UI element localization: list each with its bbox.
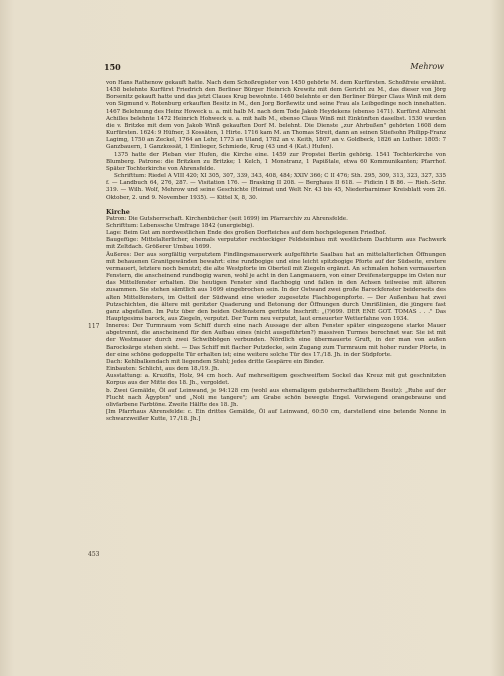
furnishings-paragraph: Ausstattung: a. Kruzifix, Holz, 94 cm hoch. Auf mehrseitigem geschweiftem Sockel das Kreuz mit gut geschnitzten Korpus aus der Mitte des 18. Jh., vergoldet. <box>106 373 446 387</box>
page-header <box>104 62 444 72</box>
fittings-paragraph: Einbauten: Schlicht, aus dem 18./19. Jh. <box>106 366 220 373</box>
intro-paragraph: von Hans Rathenow gekauft hatte. Nach dem Schoßregister von 1450 gehörte M. dem Kurfürsten. Schoßfreie erwähnt. 1458 belehnte Kurfürst Friedrich den Berliner Bürger Heinrich Krewitz mit dem Gericht zu M., das dieser von Jörg Borsenitz gekauft hatte und das jetzt Claues Krug bewohnte. 1460 belehnte er den Berliner Bürger Claus Winß mit dem von Sigmund v. Rotenburg erkauften Besitz in M., den Jorg Borßewitz und seine Frau als Leibgedinge noch innehatten. 1467 Belehnung des Heinz Howeck u. a. mit halb M. nach dem Tode Jakob Heydekens (ebenso 1471). Kurfürst Albrecht Achilles belehnte 1472 Heinrich Hohweck u. a. mit halb M., ebenso Claus Winß mit Einkünften daselbst. 1530 wurden die v. Britzke mit dem von Jakob Winß gekauften Dorf M. belehnt. Die Dienste „zur Ahrbußen" gehörten 1608 dem Kurfürsten. 1624: 9 Hüfner, 3 Kossäten, 1 Hirte. 1716 kam M. an Thomas Streit, dann an seinen Stiefsohn Philipp-Franz Lagimg, 1750 an Zeckel, 1764 an Lehr, 1773 an Uland, 1782 an v. Keith, 1807 an v. Goldbeck, 1826 an Luther. 1805: 7 Ganzbauern, 1 Ganzkossät, 1 Einlieger, Schmiede, Krug (43 und 4 (Kat.) Hufen). <box>106 80 446 151</box>
roof-paragraph: Dach: Kehlbalkendach mit liegendem Stuhl; jedes dritte Gespärre ein Binder. <box>106 358 325 365</box>
paintings-paragraph: b. Zwei Gemälde, Öl auf Leinwand, je 94:128 cm (wohl aus ehemaligem gutsherrschaftlichem Besitz): „Ruhe auf der Flucht nach Ägypten" und „Noli me tangere"; am Grabe schön bewegte Engel. Vorwiegend orangebraune und olivfarbene Farbtöne. Zweite Hälfte des 18. Jh. <box>106 387 446 408</box>
spacer <box>106 202 446 209</box>
exterior-paragraph: Äußeres: Der aus sorgfältig verputztem Findlingsmauerwerk aufgeführte Saalbau hat an mittelalterlichen Öffnungen mit behauenen Granitgewänden bewahrt: eine rundbogige und eine leicht spitzbogige Pforte auf der Südseite, erstere vermauert, letztere noch benutzt; die alte Westpforte im Oberteil mit Ziegeln ergänzt. An schmalen hohen vermauerten Fenstern, die anscheinend rundbogig waren, wohl je acht in den Langmauern, von einer Dreifensterguppe im Osten nur das Mittelfenster erhalten. Die heutigen Fenster sind flachbogig und fallen in den Achsen teilweise mit älteren zusammen. Sie stehen sämtlich aus 1699 eingebrochen sein. In der Ostwand zwei große Barockfenster beiderseits des alten Mittelfensters, im Ostteil der Südwand eine wieder zugesetzte Flachbogenpforte. — Der Außenbau hat zwei Putzschichten, die ältere mit geritzter Quaderung und Betonung der Öffnungen durch Umrißlinien, die jüngere fast ganz abgefallen. Im Putz über den beiden Ostfenstern geritzte Inschrift: „(?)699. DER ENE GOT. TOMAS . . ." Das Hauptgesims barock, aus Ziegeln, verputzt. Der Turm neu verputzt, laut erneuerter Wetterfahne von 1934. <box>106 251 446 322</box>
bibliography-2-paragraph: Schrifttum: Lebenssche Umfrage 1842 (unergiebig). <box>106 222 255 229</box>
margin-number-453: 453 <box>88 551 100 558</box>
bibliography-paragraph: Schrifttum: Riedel A VIII 420; XI 305, 307, 339, 343, 408, 484; XXIV 366; C II 476; Sth. 295, 309, 313, 323, 327, 335 f. — Landbuch 64, 276, 287. — Visitation 176. — Brasking II 208. — Berghaus II 618. — Fidicin I B 86. — Rieh.-Schr. 319. — Wilh. Wolf, Mehrow und seine Geschichte (Heimat und Welt Nr. 43 bis 45, Niederbarnimer Kreisblatt vom 26. Oktober, 2. und 9. November 1935). — Kittel X, 8, 30. <box>106 173 446 201</box>
page-body <box>106 80 446 423</box>
structure-paragraph: Baugefüge: Mittelalterlicher, ehemals verputzter rechteckiger Feldsteinbau mit westlichem Dachturm aus Fachwerk mit Zeltdach. Größerer Umbau 1699. <box>106 237 446 251</box>
parsonage-paragraph: [Im Pfarrhaus Ahrensfelde: c. Ein drittes Gemälde, Öl auf Leinwand, 60:50 cm, darstellend eine betende Nonne in schwarzweißer Kutte, 17./18. Jh.] <box>106 409 446 423</box>
church-history-paragraph: 1375 hatte der Pleban vier Hufen, die Kirche eine. 1459 zur Propstei Berlin gehörig. 1541 Tochterkirche von Blumberg. Patrone: die Britzken zu Britzke; 1 Kelch, 1 Monstranz, 1 Papißtale, etwa 60 Kommunikanten; Pfarrhof. Später Tochterkirche von Ahrensfelde. <box>106 151 446 172</box>
margin-number-117: 117 <box>88 323 100 330</box>
running-head: Mehrow <box>410 62 444 71</box>
location-paragraph: Lage: Beim Gut am nordwestlichen Ende des großen Dorfteiches auf dem hochgelegenen Friedhof. <box>106 230 387 237</box>
interior-paragraph: Inneres: Der Turmraum vom Schiff durch eine nach Aussage der alten Fenster später eingezogene starke Mauer abgetrennt, die anscheinend für den Aufbau eines (nicht ausgeführten?) massiven Turmes berechnet war. Sie ist mit der Westmauer durch zwei Schwibbögen verbunden. Nördlich eine übermauerte Gruft, in der man von außen Barocksärge stehen sieht. — Das Schiff mit flacher Putzdecke, sein Zugang zum Turmraum mit hoher runder Pforte, in der eine schöne gedoppelte Tür erhalten ist; eine weitere solche Tür des 17./18. Jh. in der Südpforte. <box>106 323 446 358</box>
section-title: Kirche <box>106 207 130 216</box>
patron-paragraph: Patron: Die Gutsherrschaft. Kirchenbücher (seit 1699) im Pfarrarchiv zu Ahrensfelde. <box>106 215 348 222</box>
page-number: 150 <box>104 62 121 72</box>
